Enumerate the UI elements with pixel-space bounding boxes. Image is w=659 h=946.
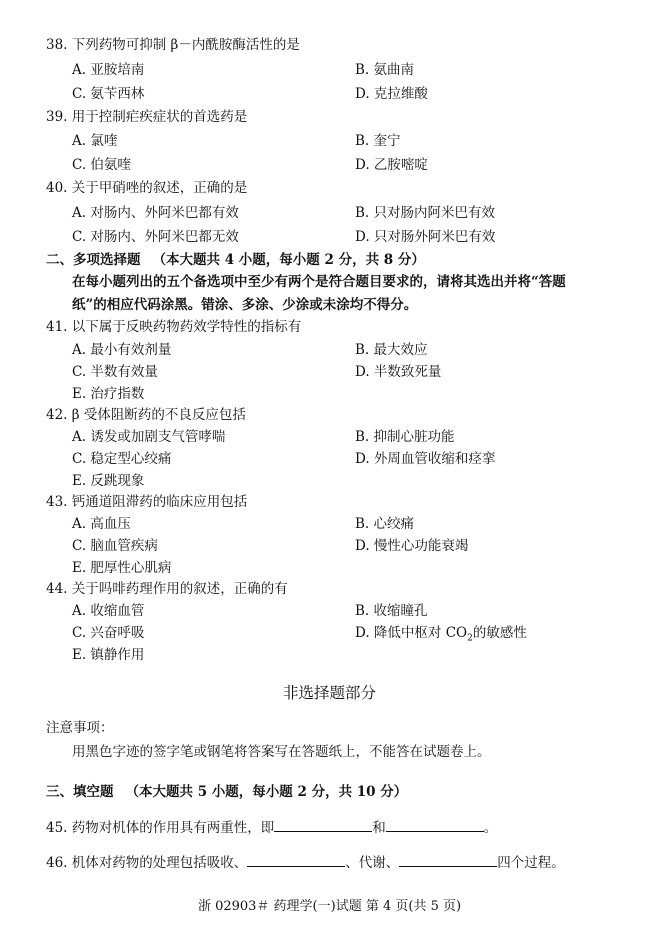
section2-note-line1: 在每小题列出的五个备选项中至少有两个是符合题目要求的，请将其选出并将“答题 (72, 274, 566, 290)
q43-option-b: B. 心绞痛 (355, 516, 415, 532)
q43-stem: 43. 钙通道阻滞药的临床应用包括 (46, 494, 248, 510)
q38-option-a: A. 亚胺培南 (72, 62, 145, 78)
section2-desc: （本大题共 4 小题，每小题 2 分，共 8 分） (152, 252, 425, 268)
q40-stem: 40. 关于甲硝唑的叙述，正确的是 (46, 180, 248, 196)
q39-option-b: B. 奎宁 (355, 133, 401, 149)
q42-option-d: D. 外周血管收缩和痉挛 (355, 451, 496, 467)
q41-option-a: A. 最小有效剂量 (72, 342, 172, 358)
q41-option-d: D. 半数致死量 (355, 364, 442, 380)
q40-option-c: C. 对肠内、外阿米巴都无效 (72, 229, 239, 245)
q44-option-d (355, 624, 527, 648)
q44-option-e: E. 镇静作用 (72, 647, 145, 663)
q42-option-e: E. 反跳现象 (72, 473, 145, 489)
q43-option-d: D. 慢性心功能衰竭 (355, 538, 469, 554)
q45-text-pre: 45. 药物对机体的作用具有两重性，即 (46, 820, 275, 836)
q45-blank-2[interactable] (386, 817, 484, 832)
q43-option-c: C. 脑血管疾病 (72, 538, 158, 554)
q41-option-e: E. 治疗指数 (72, 386, 145, 402)
q40-option-b: B. 只对肠内阿米巴有效 (355, 205, 496, 221)
q38-stem: 38. 下列药物可抑制 β－内酰胺酶活性的是 (46, 37, 300, 53)
q39-option-d: D. 乙胺嘧啶 (355, 157, 428, 173)
page-footer: 浙 02903＃ 药理学(一)试题 第 4 页(共 5 页) (197, 899, 462, 914)
q39-option-c: C. 伯氨喹 (72, 157, 131, 173)
section2-heading (46, 251, 425, 269)
q38-option-b: B. 氨曲南 (355, 62, 415, 78)
q43-option-a: A. 高血压 (72, 516, 131, 532)
section2-title: 二、多项选择题 (46, 252, 141, 268)
q46-text-mid: 、代谢、 (345, 855, 400, 871)
q46-fill-in (46, 852, 565, 872)
q44-option-d-post: 的敏感性 (472, 625, 527, 641)
q46-blank-1[interactable] (247, 852, 345, 867)
q39-stem: 39. 用于控制疟疾症状的首选药是 (46, 109, 248, 125)
q42-option-c: C. 稳定型心绞痛 (72, 451, 172, 467)
q44-option-d-pre: D. 降低中枢对 CO (355, 625, 468, 641)
q45-text-post: 。 (483, 820, 498, 836)
section3-title: 三、填空题 (46, 784, 114, 800)
q38-option-c: C. 氨苄西林 (72, 86, 145, 102)
q39-option-a: A. 氯喹 (72, 133, 118, 149)
section2-note-line2: 纸”的相应代码涂黑。错涂、多涂、少涂或未涂均不得分。 (72, 297, 418, 313)
q43-option-e: E. 肥厚性心肌病 (72, 560, 172, 576)
q44-option-c: C. 兴奋呼吸 (72, 625, 145, 641)
q40-option-d: D. 只对肠外阿米巴有效 (355, 229, 496, 245)
q44-stem: 44. 关于吗啡药理作用的叙述，正确的有 (46, 581, 288, 597)
q42-option-a: A. 诱发或加剧支气管哮喘 (72, 429, 226, 445)
q45-blank-1[interactable] (274, 817, 372, 832)
section3-desc: （本大题共 5 小题，每小题 2 分，共 10 分） (125, 784, 408, 800)
q41-option-c: C. 半数有效量 (72, 364, 158, 380)
q41-stem: 41. 以下属于反映药物药效学特性的指标有 (46, 319, 302, 335)
q38-option-d: D. 克拉维酸 (355, 86, 428, 102)
q46-text-post: 四个过程。 (497, 855, 565, 871)
q44-option-d-subscript: 2 (467, 633, 473, 644)
q46-text-pre: 46. 机体对药物的处理包括吸收、 (46, 855, 248, 871)
section3-heading (46, 783, 407, 801)
q45-text-mid: 和 (372, 820, 386, 836)
q44-option-a: A. 收缩血管 (72, 603, 145, 619)
q45-fill-in (46, 817, 497, 837)
q42-option-b: B. 抑制心脏功能 (355, 429, 455, 445)
q40-option-a: A. 对肠内、外阿米巴都有效 (72, 205, 239, 221)
notice-text: 用黑色字迹的签字笔或钢笔将答案写在答题纸上，不能答在试题卷上。 (72, 744, 491, 760)
notice-label: 注意事项： (46, 720, 114, 736)
q46-blank-2[interactable] (399, 852, 497, 867)
q44-option-b: B. 收缩瞳孔 (355, 603, 428, 619)
q41-option-b: B. 最大效应 (355, 342, 428, 358)
q42-stem: 42. β 受体阻断药的不良反应包括 (46, 407, 246, 423)
part-title: 非选择题部分 (282, 684, 376, 702)
